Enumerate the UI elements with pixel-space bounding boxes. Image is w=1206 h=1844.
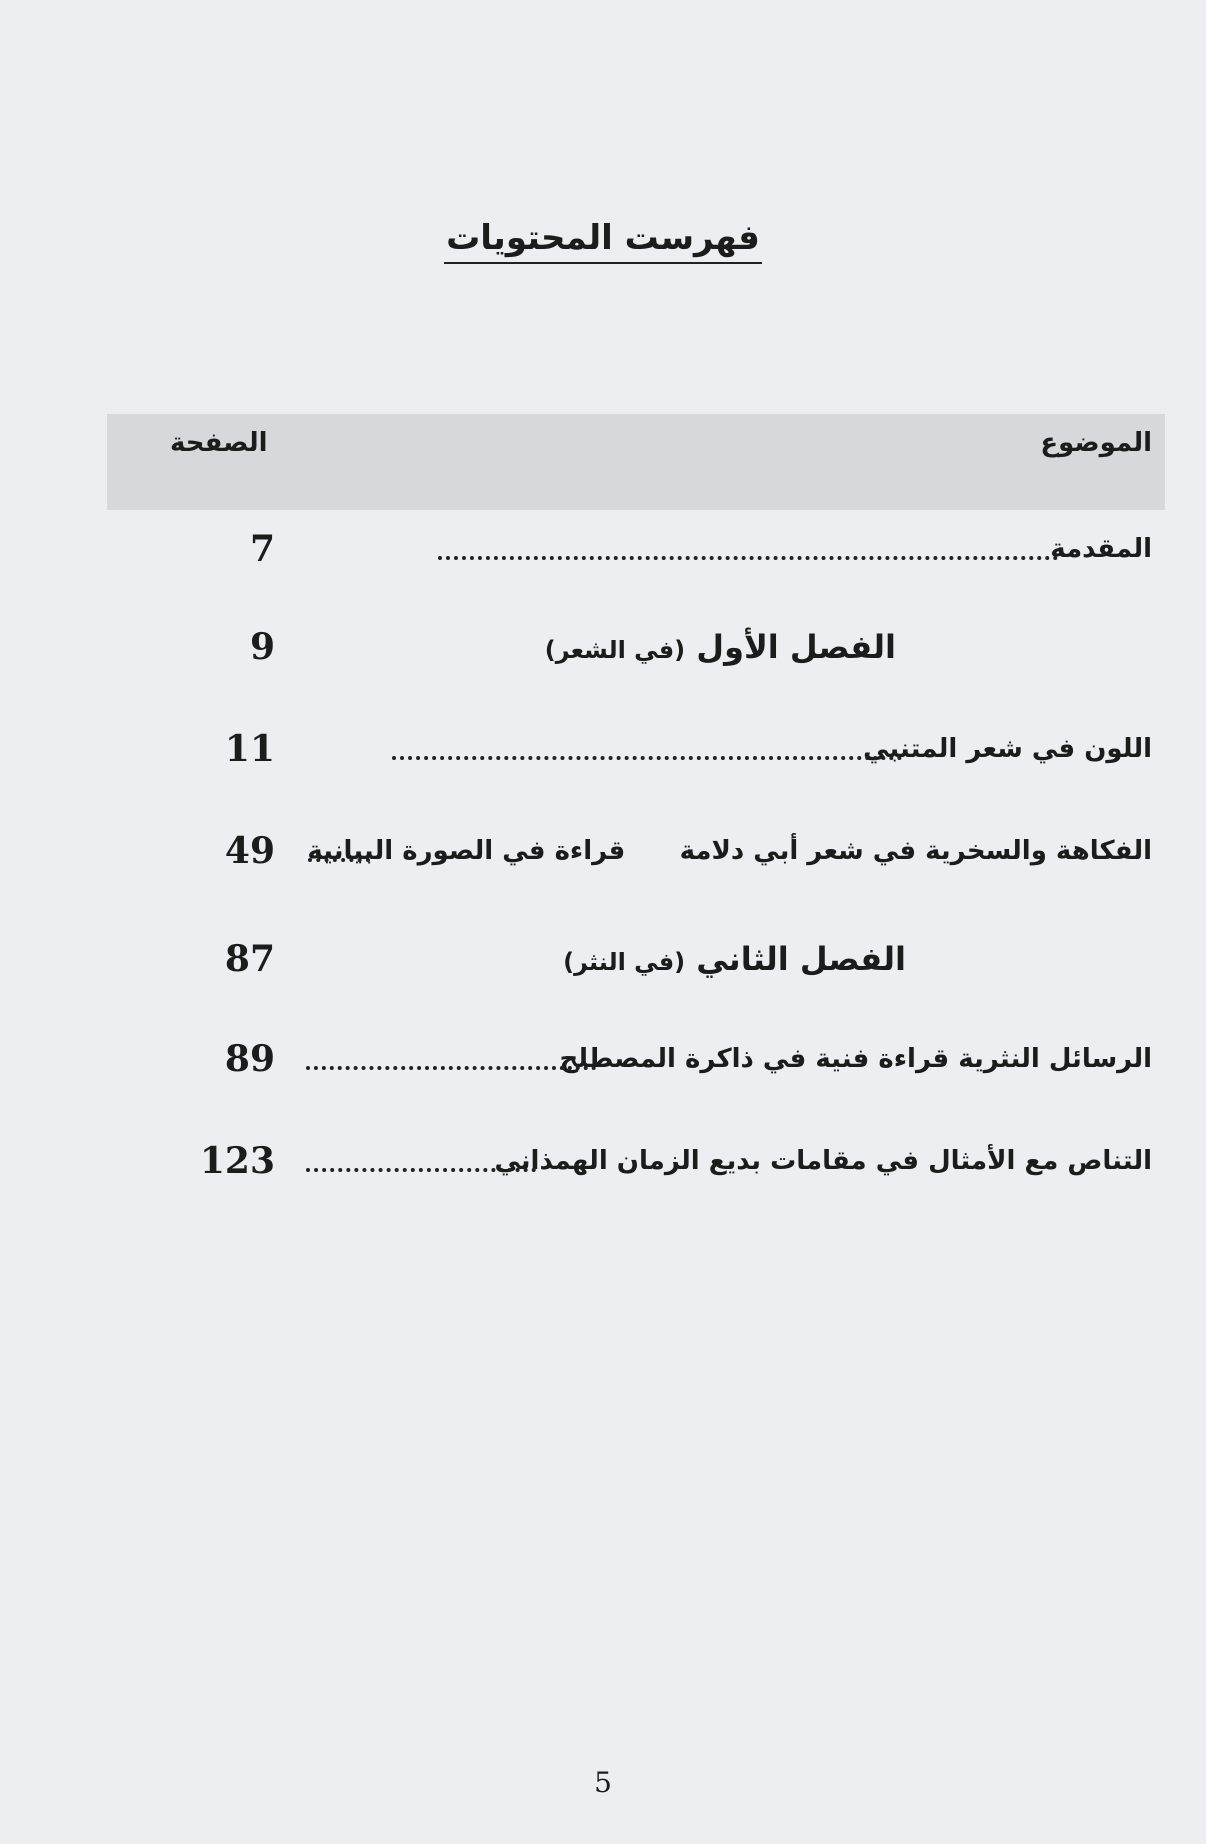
toc-chapter-one [0, 622, 1206, 682]
toc-entry-title: الفكاهة والسخرية في شعر أبي دلامة قراءة في الصورة البيانية [307, 836, 1152, 866]
page-title-text: فهرست المحتويات [444, 218, 762, 264]
toc-entry-colour [0, 726, 1206, 782]
leader-dots [306, 1168, 536, 1172]
toc-entry-page: 49 [224, 830, 275, 872]
chapter-title-main: الفصل الثاني [696, 940, 906, 978]
toc-entry-page: 123 [199, 1140, 275, 1182]
chapter-title-main: الفصل الأول [696, 628, 896, 666]
toc-entry-introduction [0, 526, 1206, 582]
toc-entry-title: الرسائل النثرية قراءة فنية في ذاكرة المصطلح [559, 1044, 1152, 1074]
toc-entry-humour [0, 828, 1206, 884]
page-number: 5 [594, 1766, 612, 1799]
toc-entry-page: 87 [224, 938, 275, 980]
toc-entry-title: اللون في شعر المتنبي [863, 734, 1152, 764]
chapter-title [563, 940, 906, 978]
toc-chapter-two [0, 934, 1206, 994]
toc-entry-page: 11 [224, 728, 275, 770]
page-column-header: الصفحة [170, 428, 268, 458]
toc-entry-title: التناص مع الأمثال في مقامات بديع الزمان الهمذاني [494, 1146, 1152, 1176]
toc-entry-intertextuality [0, 1138, 1206, 1194]
toc-entry-prose-letters [0, 1036, 1206, 1092]
chapter-title-paren: (في الشعر) [544, 636, 686, 664]
leader-dots [306, 1066, 596, 1070]
toc-entry-page: 89 [224, 1038, 275, 1080]
toc-entry-title: المقدمة [1050, 534, 1152, 564]
page-title [0, 218, 1206, 258]
leader-dots [438, 556, 1058, 560]
leader-dots [392, 756, 902, 760]
leader-dots [308, 858, 370, 862]
chapter-title [545, 628, 896, 666]
toc-entry-page: 7 [249, 528, 275, 570]
toc-entry-page: 9 [249, 626, 275, 668]
chapter-title-paren: (في النثر) [563, 948, 686, 976]
topic-column-header: الموضوع [1040, 428, 1152, 458]
